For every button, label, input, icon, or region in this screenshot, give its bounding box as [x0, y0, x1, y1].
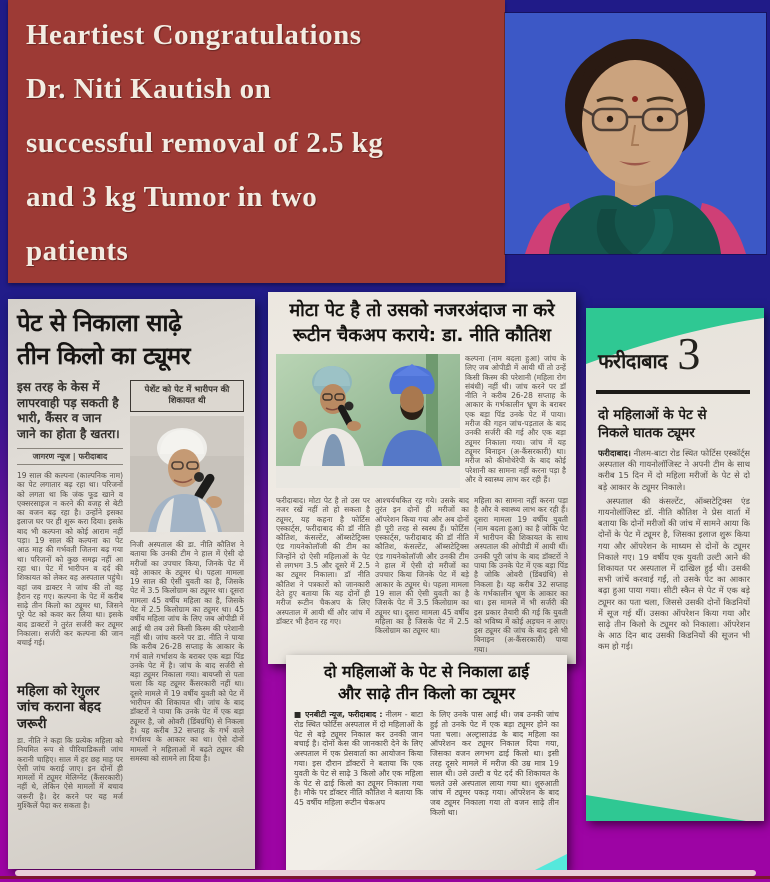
clipping-left-photo — [130, 416, 244, 536]
banner-line-4: and 3 kg Tumor in two — [26, 181, 318, 213]
banner-line-5: patients — [26, 235, 129, 267]
clipping-center-headline-line2: रूटीन चैकअप कराये: डा. नीति कौतिश — [292, 324, 552, 346]
congratulations-banner — [8, 0, 505, 283]
banner-title — [8, 0, 505, 278]
clipping-center-photo — [276, 354, 460, 492]
clipping-right-body-2: अस्पताल की कंसल्टेंट, ऑब्सटेट्रिक्स एंड गायनोलॉजिस्ट डॉ. नीति कौतिश ने प्रेस वार्ता में बताया कि दोनों मरीजों की जांच में सामने आया कि दोनों के पेट में ट्यूमर है, जिसका इलाज शुरू किया गया और ऑपरेशन के माध्यम से दोनों के ट्यूमर निकाले गए। 19 वर्षीय एक युवती उल्टी आने की शिकायत पर अस्पताल में दाखिल हुई थी। उसकी सभी जांचें करवाई गईं, तो उसके पेट का आकार बढ़ा हुआ पाया गया। सीटी स्कैन से पेट में एक बड़े ट्यूमर का पता चला, जिससे उसकी दोनों किडनियों में सूज गई थीं। उसका ऑपरेशन किया गया और साढ़े तीन किलो के ट्यूमर को निकाला। ऑपरेशन के आठ दिन बाद उसकी किडनियों की सूजन भी कम हो गई। — [598, 495, 750, 652]
clipping-left-subhead-2: महिला को रेगुलर जांच कराना बेहद जरूरी — [17, 682, 101, 732]
doctor-portrait-illustration — [505, 13, 766, 254]
clipping-center-side-column: कल्पना (नाम बदला हुआ) जांच के लिए जब ओपीडी में आयी थीं तो उन्हें किसी किस्म की परेशानी (महिला रोग संबंधी) नहीं थी। जांच करने पर डॉ नीति ने करीब 26-28 सप्ताह के आकार के गर्भकालीन भ्रूण के बराबर एक बड़ा पिंड उनके पेट में पाया। मरीज की गहन जांच-पड़ताल के बाद उनकी सर्जरी की गई और एक बड़ा ट्यूमर निकाला गया। जांच में यह ट्यूमर बिनाइन (अ-कैंसरकारी) था। मरीज को कीमोथेरेपी के बाद कोई परेशानी का सामना नहीं करना पड़ा है और वे स्वास्थ्य लाभ कर रही हैं। — [465, 354, 566, 484]
masthead-rule — [596, 390, 750, 394]
clipping-right-headline-line2: निकले घातक ट्यूमर — [598, 425, 695, 441]
clipping-right-masthead: फरीदाबाद — [598, 349, 668, 373]
clipping-bottom-column-2: के लिए उनके पास आई थी। जब उनकी जांच हुई तो उनके पेट में एक बड़ा ट्यूमर होने का पता चला। अल्ट्रासाउंड के बाद महिला का ऑपरेशन कर ट्यूमर निकाल दिया गया, जिसका वजन लगभग ढाई किलो था। इसी तरह दूसरे मामले में मरीज की उम्र मात्र 19 साल थी। उसे उल्टी व पेट दर्द की शिकायत के चलते उसे अस्पताल लाया गया था। शुरुआती जांच में ट्यूमर पकड़ गया। ऑपरेशन के बाद जब ट्यूमर निकाला गया तो वजन साढ़े तीन किलो था। — [430, 710, 559, 817]
clipping-bottom-headline-line1: दो महिलाओं के पेट से निकाला ढाई — [323, 662, 530, 681]
clipping-left-headline-line1: पेट से निकाला साढ़े — [17, 309, 182, 337]
doctor-portrait-photo — [505, 13, 766, 254]
clipping-right-headline-line1: दो महिलाओं के पेट से — [598, 407, 707, 423]
clipping-center-headline-line1: मोटा पेट है तो उसको नजरअंदाज ना करे — [289, 300, 555, 321]
clipping-bottom-column-1 — [294, 710, 423, 862]
bottom-teal-wedge — [586, 793, 746, 821]
clipping-left-headline-line2: तीन किलो का ट्यूमर — [17, 342, 191, 370]
clipping-left — [8, 299, 255, 869]
clipping-left-body-1: 19 साल की कल्पना (काल्पनिक नाम) का पेट लगातार बढ़ रहा था। परिजनों को लगता था कि जंक फूड खाने व एक्सरसाइज न करने की वजह से बेटी का वजन बढ़ रहा है। उन्होंने इसका इलाज घर पर ही शुरू करा दिया। इसके बाद भी कल्पना को कोई आराम नहीं पड़ा। 19 साल की कल्पना का पेट आठ माह की गर्भवती जितना बढ़ गया था। परिजनों को कुछ समझ नहीं आ रहा था। पेट में भारीपन व दर्द की शिकायत को लेकर वह अस्पताल पहुंचे। वहां जब डाक्टर ने जांच की तो वह हैरान रह गए। कल्पना के पेट में करीब साढ़े तीन किलो का ट्यूमर था, जिसने पूरे पेट को कवर कर लिया था। इसके बाद डाक्टरों ने तुरंत सर्जरी कर ट्यूमर निकाला। सर्जरी कर कल्पना की जान बचाई गई। — [17, 471, 123, 648]
banner-line-2: Dr. Niti Kautish on — [26, 73, 272, 105]
clipping-center-column-3: महिला का सामना नहीं करना पड़ा है और वे स्वास्थ्य लाभ कर रही हैं। दूसरा मामला 19 वर्षीय युवती (नाम बदला हुआ) का है जोकि पेट में भारीपन की शिकायत के साथ अस्पताल की ओपीडी में आयी थीं। उनकी पूरी जांच के बाद डॉक्टरों ने पाया कि उनके पेट में एक बड़ा पिंड है जोकि ओवरी (डिंबग्रंथि) से निकला है। यह करीब 32 सप्ताह के गर्भकालीन भ्रूण के आकार का था। इस मामले में भी सर्जरी की इस प्रकार तैयारी की गई कि युवती को भविष्य में कोई अड़चन न आए। इस ट्यूमर की जांच के बाद इसे भी बिनाइन (अ-कैंसरकारी) पाया गया। — [474, 496, 568, 654]
bottom-maroon-line — [0, 876, 770, 879]
clipping-left-body-2: डा. नीति ने कहा कि प्रत्येक महिला को नियमित रूप से पीरियाडिकली जांच करानी चाहिए। साल में हर छह माह पर ऐसी जांच कराई जाए। इन दोनों ही मामलों में ट्यूमर मेलिग्नेंट (कैंसरकारी) नहीं थे, लेकिन ऐसे मामलों में बचाव जरूरी है। देर करने पर यह मर्ज मुश्किलें पैदा कर सकता है। — [17, 736, 123, 811]
cyan-corner-accent — [535, 854, 567, 870]
clipping-left-photo-caption: पेशेंट को पेट में भारीपन की शिकायत थी — [130, 380, 244, 412]
clipping-center-column-1: फरीदाबाद। मोटा पेट है तो उस पर नजर रखें नहीं तो हो सकता है ट्यूमर, यह कहना है फोर्टिस एस्कार्ट्स, फरीदाबाद की डॉ नीति कौतिश, कंसल्टेंट, ऑब्सटेट्रिक्स एंड गायनेकोलॉजी की टीम का जिन्होंने दो ऐसी महिलाओं के पेट से लगभग 3.5 और दूसरे में 2.5 का ट्यूमर निकाला। डॉ नीति कौतिश ने पत्रकारों को जानकारी देते हुए बताया कि यह दोनों ही मरीज रूटीन चैकअप के लिए अस्पताल में आयी थीं और जांच में डॉक्टर भी हैरान रह गए। — [276, 496, 370, 626]
press-conference-illustration — [276, 354, 460, 488]
clipping-right-dateline: फरीदाबाद। — [598, 448, 631, 458]
clipping-left-byline: जागरण न्यूज | फरीदाबाद — [17, 448, 123, 465]
clipping-right-body — [598, 448, 750, 786]
clipping-right — [586, 308, 764, 821]
banner-line-1: Heartiest Congratulations — [26, 19, 362, 51]
clipping-bottom-column-1-text: नीलम - बाटा रोड स्थित फोर्टिस अस्पताल में दो महिलाओं के पेट से बड़े ट्यूमर निकाल कर उनकी जान बचाई है। दोनों केस की जानकारी देने के लिए अस्पताल में एक प्रेसवार्ता का आयोजन किया गया। इस दौरान डॉक्टरों ने बताया कि एक युवती के पेट से साढ़े 3 किलो और एक महिला के पेट से ढाई किलो का ट्यूमर निकाला गया है। मौके पर डॉक्टर नीति कौतिश ने बताया कि 45 वर्षीय महिला रूटीन चेकअप — [294, 710, 423, 808]
clipping-center-column-2: आश्चर्यचकित रह गये। उसके बाद तुरंत इन दोनों ही मरीजों का ऑपरेशन किया गया और अब दोनों ही पूरी तरह से स्वस्थ हैं। फोर्टिस एस्कार्ट्स, फरीदाबाद की डॉ नीति कौतिश, कंसल्टेंट, ऑब्सटेट्रिक्स एंड गायनेकोलॉजी और उनकी टीम ने हाल में ऐसी दो मरीजों का उपचार किया जिनके पेट में बड़े आकार के ट्यूमर थे। पहला मामला 19 साल की ऐसी युवती का है जिसके पेट में 3.5 किलोग्राम का ट्यूमर था। दूसरा मामला 45 वर्षीय महिला का है जिसके पेट में 2.5 किलोग्राम का ट्यूमर था। — [375, 496, 469, 636]
clipping-left-subhead: इस तरह के केस में लापरवाही पड़ सकती है भारी, कैंसर व जान जाने का होता है खतरा। — [17, 380, 120, 441]
clipping-bottom-byline: ■ एनबीटी न्यूज, फरीदाबाद : — [294, 710, 383, 719]
clipping-left-body-3: निजी अस्पताल की डा. नीति कौतिश ने बताया कि उनकी टीम ने हाल में ऐसी दो मरीजों का उपचार किया, जिनके पेट में बड़े आकार के ट्यूमर थे। पहला मामला 19 साल की ऐसी युवती का है, जिसके पेट में 3.5 किलोग्राम का ट्यूमर था। दूसरा मामला 45 वर्षीय महिला का है, जिसके पेट में 2.5 किलोग्राम का ट्यूमर था। 45 वर्षीय महिला जांच के लिए जब ओपीडी में आई थी तब उसे किसी किस्म की परेशानी नहीं थी। जांच करने पर डा. नीति ने पाया कि करीब 26-28 सप्ताह के आकार के गर्भ वाले गर्भाशय के बराबर एक बड़ा पिंड उनके पेट में है। जांच के बाद सर्जरी से बड़ा ट्यूमर निकाला गया। बायप्सी से पता चला कि यह ट्यूमर कैंसरकारी नहीं था। दूसरे मामले में 19 वर्षीय युवती को पेट में भारीपन की शिकायत थी। जांच के बाद डॉक्टरों ने पाया कि उनके पेट में एक बड़ा ट्यूमर है, जो ओवरी (डिंबग्रंथि) से निकला है। यह करीब 32 सप्ताह के गर्भ वाले गर्भाशय के आकार का था। ऐसे दोनों मामलों ने महिलाओं में बढ़ते ट्यूमर की समस्या को सामने ला दिया है। — [130, 540, 244, 763]
clipping-bottom — [286, 655, 567, 870]
clipping-right-page-number: 3 — [677, 328, 701, 379]
doctor-with-mic-illustration — [130, 416, 244, 532]
clipping-bottom-headline-line2: और साढ़े तीन किलो का ट्यूमर — [337, 684, 516, 703]
banner-line-3: successful removal of 2.5 kg — [26, 127, 384, 159]
clipping-center — [268, 292, 576, 664]
clipping-right-body-1: नीलम-बाटा रोड स्थित फोर्टिस एस्कॉर्ट्स अस्पताल की गायनोलॉजिस्ट ने अपनी टीम के साथ करीब 15 दिन में दो महिला मरीजों के पेट से दो बड़े आकार के ट्यूमर निकाले। — [598, 448, 750, 492]
